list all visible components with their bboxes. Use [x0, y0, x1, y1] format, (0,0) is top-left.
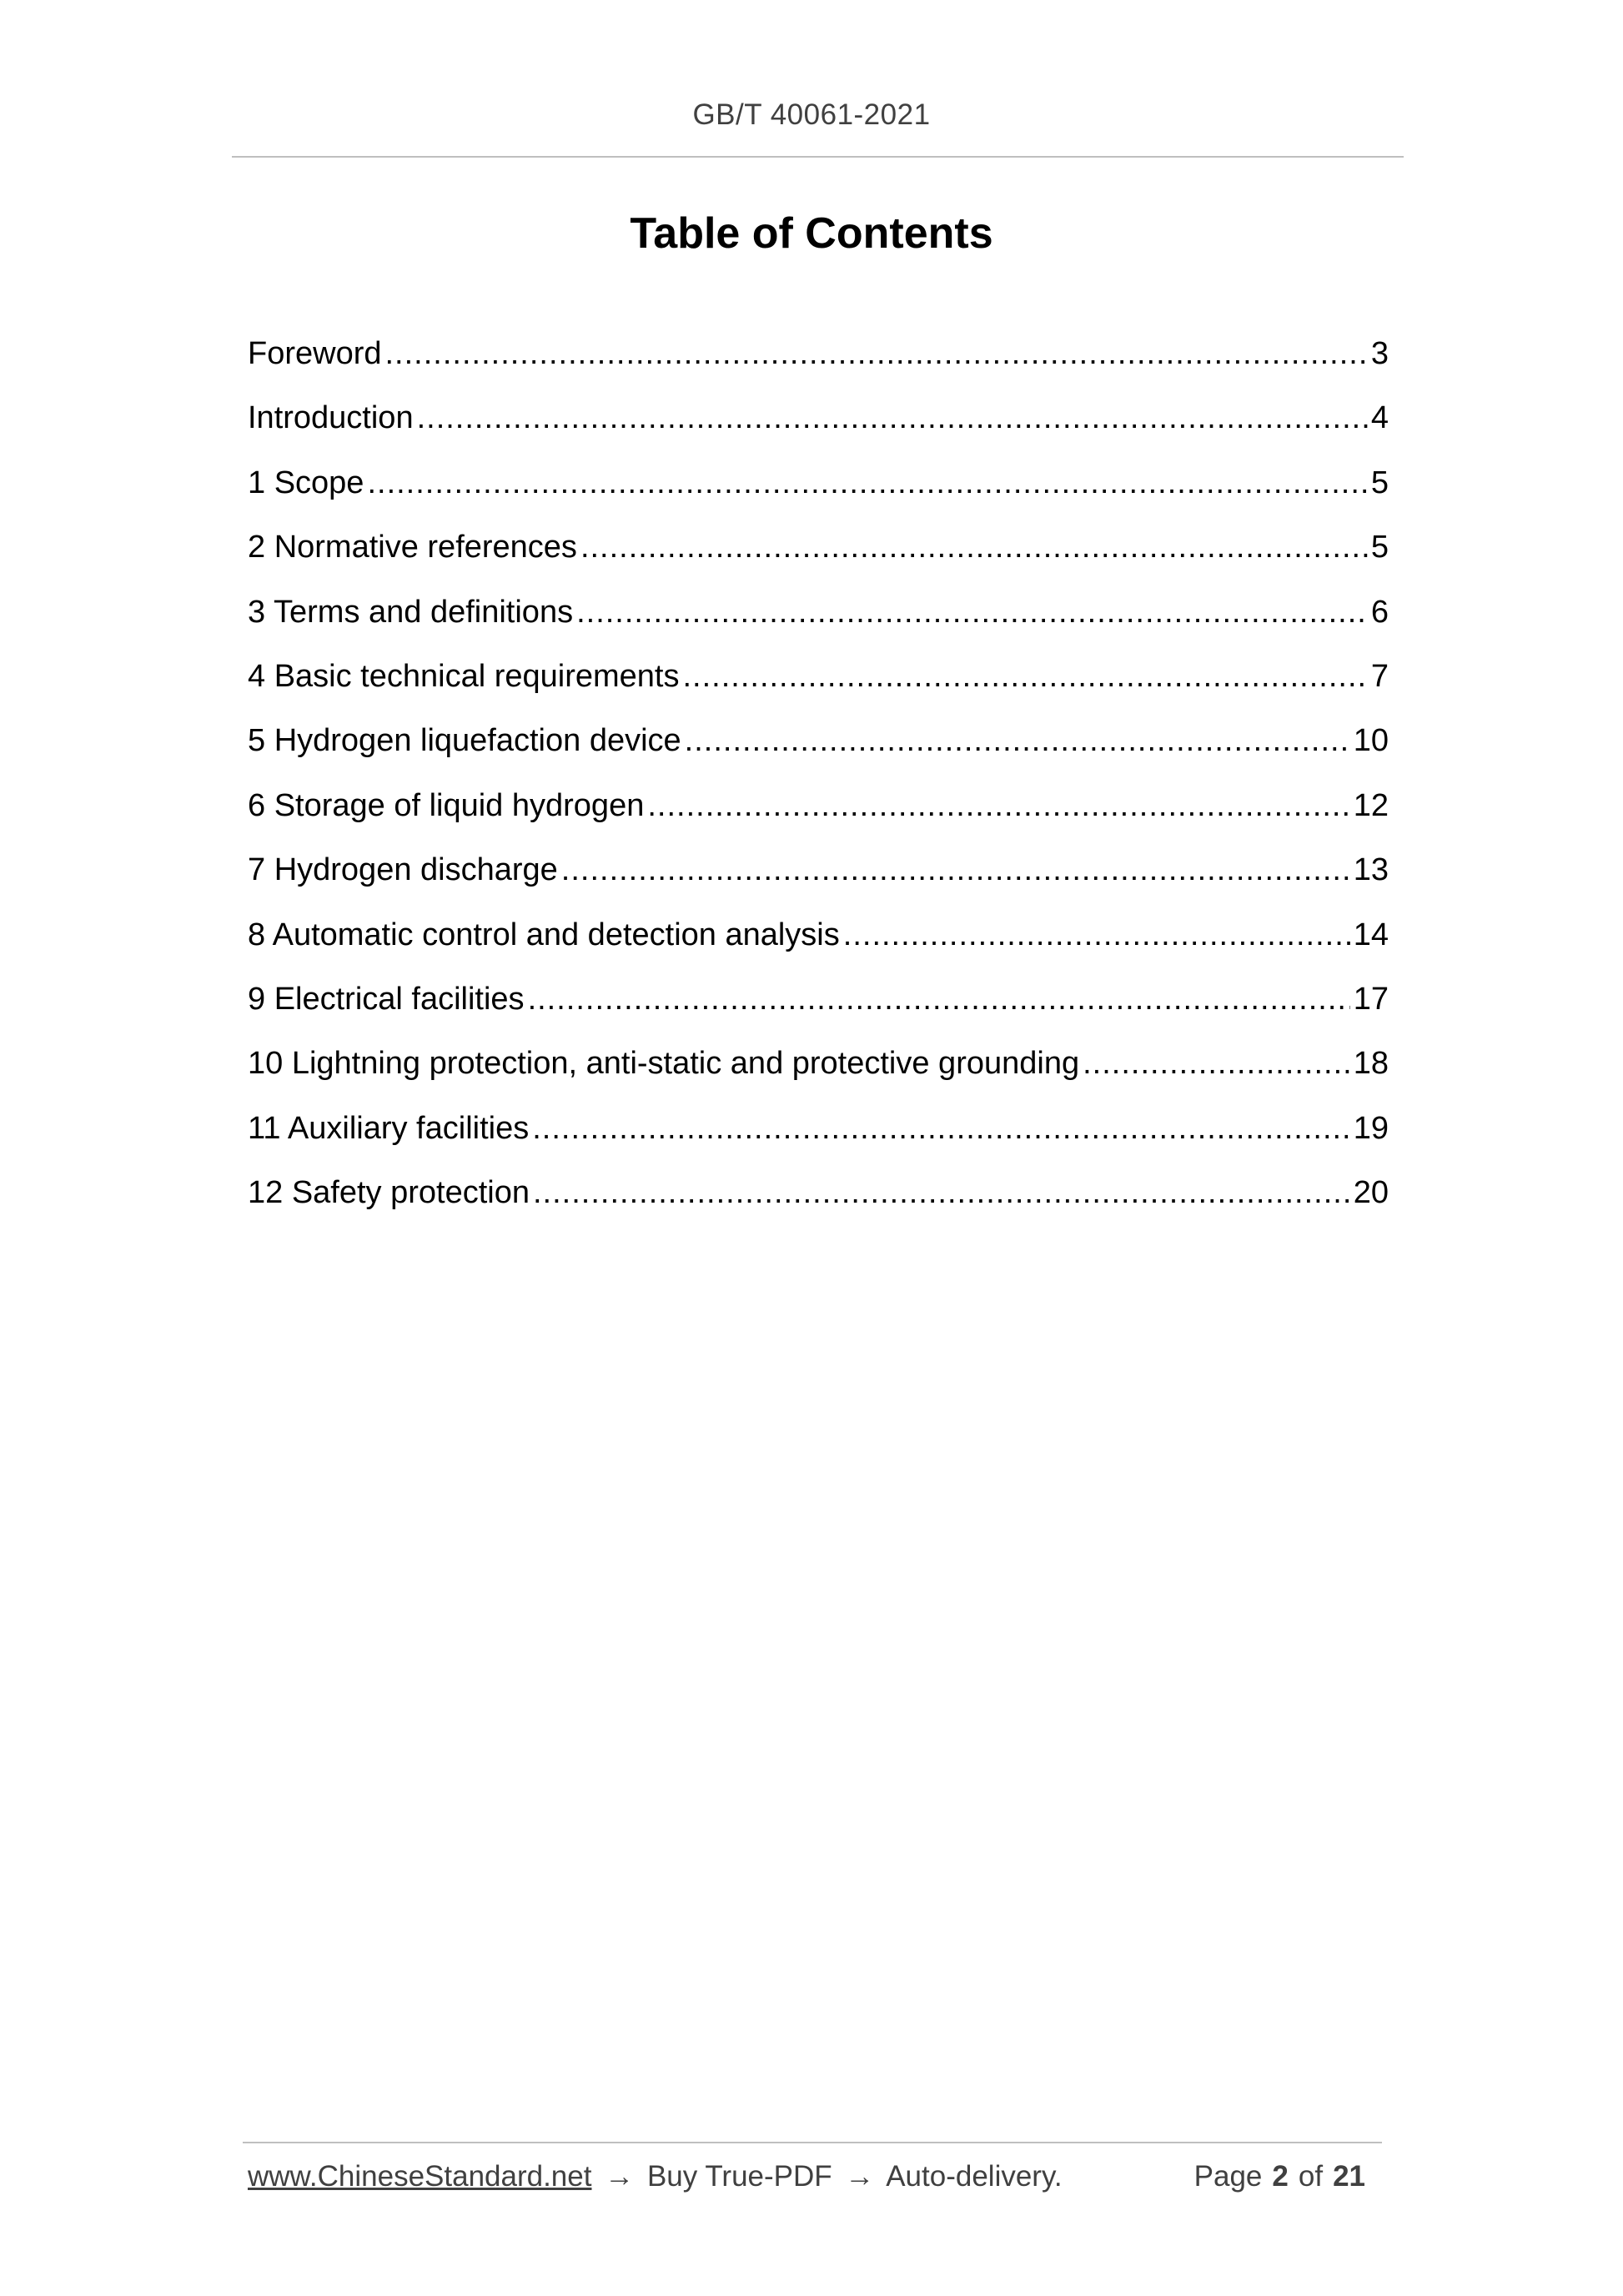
toc-title: Table of Contents — [630, 209, 993, 258]
toc-page-number: 6 — [1370, 594, 1389, 630]
toc-dot-leader — [576, 589, 1368, 636]
toc-page-number: 14 — [1353, 917, 1389, 952]
toc-entry-label: 2 Normative references — [248, 530, 577, 565]
toc-entry-label: 7 Hydrogen discharge — [248, 852, 558, 888]
toc-entry-electrical-facilities[interactable] — [248, 976, 1389, 1040]
toc-page-number: 5 — [1370, 465, 1389, 500]
toc-dot-leader — [685, 717, 1350, 764]
footer-divider — [243, 2142, 1382, 2143]
right-arrow-icon: → — [845, 2160, 875, 2193]
toc-entry-automatic-control[interactable] — [248, 912, 1389, 976]
toc-page-number: 5 — [1370, 530, 1389, 565]
toc-entry-label: 10 Lightning protection, anti-static and protective grounding — [248, 1046, 1080, 1082]
toc-dot-leader — [580, 524, 1368, 570]
footer-promo — [248, 2160, 1063, 2193]
toc-page-number: 13 — [1353, 852, 1389, 888]
toc-page-number: 20 — [1353, 1175, 1389, 1211]
toc-entry-hydrogen-liquefaction-device[interactable] — [248, 717, 1389, 781]
toc-dot-leader — [1083, 1040, 1350, 1087]
toc-entry-label: 12 Safety protection — [248, 1175, 530, 1211]
toc-entry-basic-technical-requirements[interactable] — [248, 653, 1389, 717]
toc-entry-terms-and-definitions[interactable] — [248, 589, 1389, 653]
auto-delivery-text: Auto-delivery. — [886, 2160, 1063, 2193]
toc-entry-label: 3 Terms and definitions — [248, 594, 574, 630]
toc-page-number: 3 — [1370, 336, 1389, 371]
toc-dot-leader — [561, 847, 1350, 893]
toc-dot-leader — [682, 653, 1367, 700]
toc-entry-introduction[interactable] — [248, 394, 1389, 459]
current-page-number: 2 — [1272, 2160, 1289, 2193]
toc-dot-leader — [843, 912, 1350, 958]
toc-entry-label: 4 Basic technical requirements — [248, 658, 680, 694]
document-code-header: GB/T 40061-2021 — [692, 98, 931, 131]
toc-dot-leader — [367, 460, 1367, 506]
page-counter — [1194, 2160, 1375, 2193]
toc-entry-label: 1 Scope — [248, 465, 364, 500]
toc-entry-safety-protection[interactable] — [248, 1169, 1389, 1233]
toc-dot-leader — [528, 976, 1350, 1022]
toc-entry-label: 11 Auxiliary facilities — [248, 1110, 530, 1146]
toc-entry-label: 9 Electrical facilities — [248, 981, 525, 1017]
of-word: of — [1298, 2160, 1324, 2193]
toc-page-number: 18 — [1353, 1046, 1389, 1082]
toc-page-number: 19 — [1353, 1110, 1389, 1146]
buy-true-pdf-text: Buy True-PDF — [646, 2160, 832, 2193]
toc-page-number: 4 — [1370, 400, 1389, 436]
toc-page-number: 12 — [1353, 787, 1389, 823]
toc-dot-leader — [385, 330, 1368, 377]
toc-entry-auxiliary-facilities[interactable] — [248, 1105, 1389, 1169]
toc-dot-leader — [533, 1169, 1350, 1216]
toc-entry-label: 6 Storage of liquid hydrogen — [248, 787, 645, 823]
toc-entry-foreword[interactable] — [248, 330, 1389, 394]
toc-entry-hydrogen-discharge[interactable] — [248, 847, 1389, 911]
toc-entry-label: 8 Automatic control and detection analysis — [248, 917, 840, 952]
toc-entry-storage-of-liquid-hydrogen[interactable] — [248, 782, 1389, 847]
page-word: Page — [1193, 2160, 1263, 2193]
toc-list — [248, 330, 1389, 1233]
toc-entry-label: Introduction — [248, 400, 414, 436]
toc-dot-leader — [647, 782, 1349, 829]
toc-entry-scope[interactable] — [248, 460, 1389, 524]
toc-page-number: 7 — [1370, 658, 1389, 694]
toc-entry-lightning-protection[interactable] — [248, 1040, 1389, 1104]
toc-page-number: 17 — [1353, 981, 1389, 1017]
website-link[interactable]: www.ChineseStandard.net — [248, 2160, 592, 2193]
toc-dot-leader — [532, 1105, 1350, 1152]
toc-entry-label: 5 Hydrogen liquefaction device — [248, 723, 681, 759]
header-divider — [232, 156, 1404, 158]
right-arrow-icon: → — [605, 2160, 635, 2193]
toc-entry-normative-references[interactable] — [248, 524, 1389, 588]
toc-dot-leader — [417, 394, 1368, 441]
toc-page-number: 10 — [1353, 723, 1389, 759]
toc-entry-label: Foreword — [248, 336, 382, 371]
total-pages-number: 21 — [1333, 2160, 1365, 2193]
